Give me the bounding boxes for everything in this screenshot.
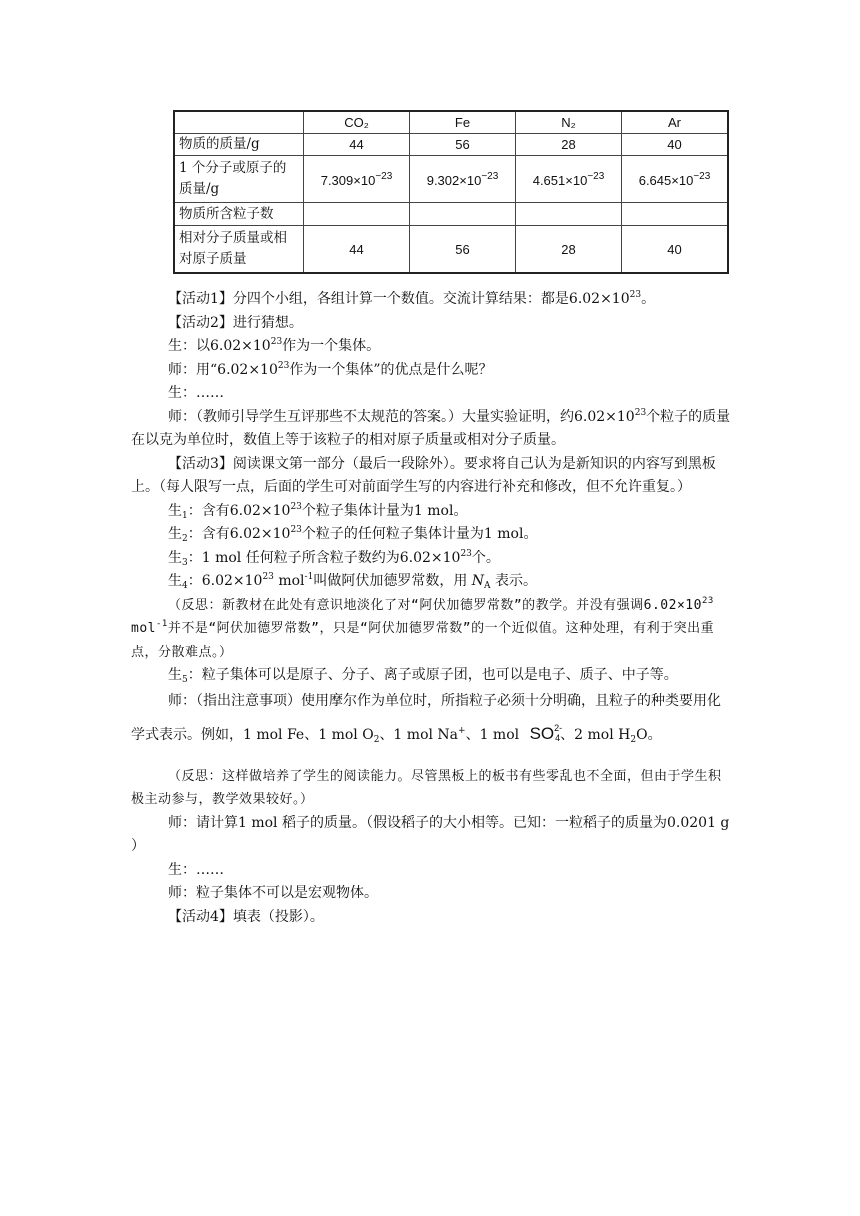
table-cell [516, 203, 622, 226]
exponent: 23 [290, 525, 302, 535]
table-cell [304, 203, 410, 226]
text-run: 生 [168, 549, 182, 566]
sci-exponent: −23 [375, 170, 393, 182]
text-run: 生 [168, 573, 182, 589]
table-cell [410, 203, 516, 226]
row-label: 相对分子质量或相对原子质量 [174, 226, 304, 274]
teacher-line [131, 688, 731, 752]
charge: 2- [554, 722, 563, 733]
superscript: + [458, 725, 466, 736]
text-run: 、1 mol [465, 726, 524, 743]
text-run: 师：用“6.02×10 [168, 361, 278, 378]
table-header-cell: Fe [410, 111, 516, 134]
text-run: （反思：新教材在此处有意识地淡化了对“阿伏加德罗常数”的教学。并没有强调6.02×10 [168, 597, 702, 613]
student-line [131, 523, 731, 547]
table-cell: 44 [304, 134, 410, 156]
table-cell [516, 156, 622, 203]
table-cell [622, 156, 729, 203]
text-run: 表示。 [490, 573, 537, 589]
exponent: -1 [155, 619, 168, 629]
sci-exponent: −23 [693, 170, 711, 182]
sci-mantissa: 4.651×10 [532, 172, 588, 188]
student-line: 生：…… [168, 861, 224, 878]
text-run: 个。 [471, 549, 500, 566]
table-cell [622, 203, 729, 226]
text-run: 生 [168, 526, 182, 542]
subscript: 2 [373, 734, 380, 745]
text-run: 个粒子集体计量为1 mol。 [301, 502, 468, 519]
table-header-cell: N₂ [516, 111, 622, 134]
table-cell: 40 [622, 134, 729, 156]
text-run: 作为一个集体。 [282, 338, 381, 354]
text-run: 生 [168, 667, 182, 683]
row-label: 物质所含粒子数 [174, 203, 304, 226]
table-header-cell: Ar [622, 111, 729, 134]
table-header-corner [174, 111, 304, 134]
sci-mantissa: 7.309×10 [320, 172, 376, 188]
text-run: 生 [168, 502, 182, 519]
text-run: 叫做阿伏加德罗常数，用 [313, 573, 472, 589]
exponent: 23 [629, 290, 642, 300]
teacher-line: 师：粒子集体不可以是宏观物体。 [168, 885, 378, 901]
subscript: 2 [182, 534, 188, 544]
exponent: 23 [270, 337, 283, 347]
table-cell: 28 [516, 226, 622, 274]
sci-exponent: −23 [481, 170, 499, 182]
teacher-line: 师：请计算1 mol 稻子的质量。（假设稻子的大小相等。已知：一粒稻子的质量为0.0201 g ） [131, 814, 730, 854]
table-cell: 56 [410, 226, 516, 274]
table-row [174, 226, 728, 274]
exponent: 23 [290, 501, 302, 512]
exponent: 23 [460, 548, 472, 559]
text-run: 、2 mol H [560, 726, 631, 743]
table-cell: 40 [622, 226, 729, 274]
table-cell: 44 [304, 226, 410, 274]
exponent: 23 [634, 407, 647, 418]
table-cell: 28 [516, 134, 622, 156]
exponent: 23 [277, 360, 290, 371]
text-run: 、1 mol Na [379, 726, 459, 743]
student-line [131, 335, 731, 359]
subscript: A [484, 581, 491, 591]
subscript: 2 [630, 734, 637, 745]
table-header-row [174, 111, 728, 134]
text-run: mol [273, 573, 305, 589]
exponent: 23 [701, 595, 714, 606]
activity-4: 【活动4】填表（投影）。 [168, 908, 324, 925]
subscript: 4 [182, 581, 188, 591]
student-line [131, 547, 731, 571]
row-label: 1 个分子或原子的质量/g [174, 156, 304, 203]
exponent: -1 [304, 572, 314, 582]
student-line [131, 570, 731, 594]
student-line [131, 664, 731, 688]
activity-2: 【活动2】进行猜想。 [168, 314, 303, 331]
text-run: 生：以6.02×10 [168, 338, 271, 354]
subscript: 3 [182, 557, 188, 568]
table-row [174, 134, 728, 156]
text-run: 师：（指出注意事项）使用摩尔作为单位时，所指粒子必须十分明确，且粒子的种类要用化学式表示。例如，1 mol Fe、1 mol O [131, 692, 721, 743]
reflection-2: （反思：这样做培养了学生的阅读能力。尽管黑板上的板书有些零乱也不全面，但由于学生积极主动参与，教学效果较好。） [131, 768, 722, 807]
table-header-cell: CO₂ [304, 111, 410, 134]
text-run: ：6.02×10 [187, 573, 263, 589]
student-line [131, 500, 731, 524]
text-run: ：1 mol 任何粒子所含粒子数约为6.02×10 [187, 549, 461, 566]
student-line: 生：…… [168, 385, 224, 401]
text-run: 个粒子的质量在以克为单位时，数值上等于该粒子的相对原子质量或相对分子质量。 [131, 408, 731, 448]
text-run: ：含有6.02×10 [187, 502, 291, 519]
row-label: 物质的质量/g [174, 134, 304, 156]
activity-3: 【活动3】阅读课文第一部分（最后一段除外）。要求将自己认为是新知识的内容写到黑板上。（每人限写一点，后面的学生可对前面学生写的内容进行补充和修改，但不允许重复。） [131, 455, 716, 495]
formula-text: SO [529, 723, 555, 743]
sci-mantissa: 9.302×10 [426, 172, 482, 188]
teacher-line [131, 359, 731, 383]
teacher-line [131, 406, 731, 453]
text-run: 并不是“阿伏加德罗常数”，只是“阿伏加德罗常数”的一个近似值。这种处理，有利于突出重点，分散难点。） [131, 621, 715, 660]
text-run: 个粒子的任何粒子集体计量为1 mol。 [301, 526, 538, 542]
table-cell [410, 156, 516, 203]
subscript: 1 [182, 510, 188, 521]
text-run: ：粒子集体可以是原子、分子、离子或原子团，也可以是电子、质子、中子等。 [187, 667, 678, 683]
text-run: 【活动1】分四个小组，各组计算一个数值。交流计算结果：都是6.02×10 [168, 291, 630, 307]
text-run: 师：（教师引导学生互评那些不太规范的答案。）大量实验证明，约6.02×10 [168, 408, 635, 425]
table-cell: 56 [410, 134, 516, 156]
sci-exponent: −23 [587, 170, 605, 182]
text-run: O。 [636, 726, 662, 743]
sci-mantissa: 6.645×10 [638, 172, 694, 188]
table-row [174, 203, 728, 226]
avogadro-symbol: N [471, 573, 485, 589]
text-run: 作为一个集体”的优点是什么呢？ [289, 361, 493, 378]
reflection-1 [131, 594, 731, 665]
sulfate-formula [530, 724, 561, 743]
table-row [174, 156, 728, 203]
text-run: ：含有6.02×10 [187, 526, 291, 542]
table-cell [304, 156, 410, 203]
text-run: mol [131, 621, 156, 636]
subscript: 4 [555, 732, 561, 743]
activity-1 [131, 288, 731, 312]
exponent: 23 [262, 572, 274, 582]
data-table [173, 110, 729, 274]
subscript: 5 [182, 675, 188, 685]
lesson-text [131, 288, 731, 929]
text-run: 。 [641, 291, 656, 307]
